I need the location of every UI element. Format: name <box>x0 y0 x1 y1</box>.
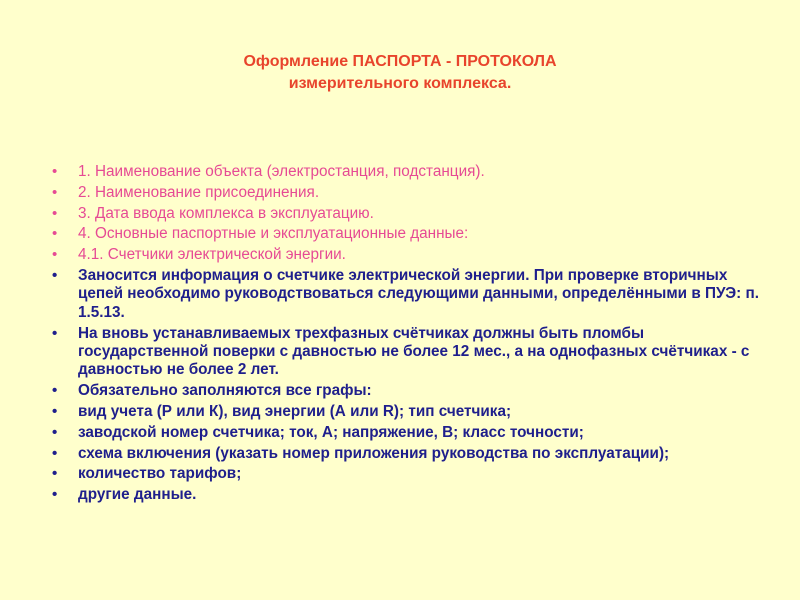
bullet-icon: • <box>52 183 58 201</box>
list-item-text: другие данные. <box>78 486 197 504</box>
bullet-icon: • <box>52 204 58 222</box>
list-item-text: схема включения (указать номер приложения руководства по эксплуатации); <box>78 444 670 462</box>
bullet-icon: • <box>52 444 58 462</box>
list-item-text: 4.1. Счетчики электрической энергии. <box>78 246 346 264</box>
list-item-text: На вновь устанавливаемых трехфазных счётчиках должны быть пломбы государственной поверки с давностью не более 12 мес., а на однофазных счётчиках - с давностью не более 2 лет. <box>78 324 750 379</box>
list-item-text: количество тарифов; <box>78 465 242 483</box>
list-item-text: 4. Основные паспортные и эксплуатационные данные: <box>78 225 469 243</box>
list-item <box>52 325 762 380</box>
list-item <box>52 267 762 322</box>
bullet-icon: • <box>52 163 58 180</box>
list-item <box>52 382 762 400</box>
list-item-text: 2. Наименование присоединения. <box>78 183 320 201</box>
list-item <box>52 424 762 442</box>
bullet-icon: • <box>52 225 58 243</box>
slide-title <box>0 51 800 95</box>
bullet-icon: • <box>52 246 58 264</box>
list-item-text: вид учета (Р или К), вид энергии (А или R); тип счетчика; <box>78 403 512 420</box>
list-item-text: 3. Дата ввода комплекса в эксплуатацию. <box>78 204 374 222</box>
list-item <box>52 225 762 243</box>
list-item <box>52 445 762 463</box>
bullet-icon: • <box>52 486 58 504</box>
bullet-list <box>52 163 762 507</box>
list-item <box>52 184 762 202</box>
list-item-text: Обязательно заполняются все графы: <box>78 382 372 400</box>
list-item <box>52 246 762 264</box>
list-item <box>52 403 762 421</box>
slide-title-line-1: Оформление ПАСПОРТА - ПРОТОКОЛА <box>243 53 557 70</box>
list-item <box>52 465 762 483</box>
list-item <box>52 205 762 223</box>
bullet-icon: • <box>52 324 58 342</box>
bullet-icon: • <box>52 403 58 420</box>
bullet-icon: • <box>52 382 58 400</box>
list-item-text: Заносится информация о счетчике электрической энергии. При проверке вторичных цепей необходимо руководствоваться следующими данными, определёнными в ПУЭ: п. 1.5.13. <box>78 266 760 321</box>
list-item-text: 1. Наименование объекта (электростанция, подстанция). <box>78 163 485 180</box>
list-item-text: заводской номер счетчика; ток, А; напряжение, В; класс точности; <box>78 423 584 441</box>
slide-title-line-2: измерительного комплекса. <box>288 75 512 92</box>
list-item <box>52 486 762 504</box>
list-item <box>52 163 762 181</box>
bullet-icon: • <box>52 266 58 284</box>
bullet-icon: • <box>52 465 58 483</box>
bullet-icon: • <box>52 423 58 441</box>
